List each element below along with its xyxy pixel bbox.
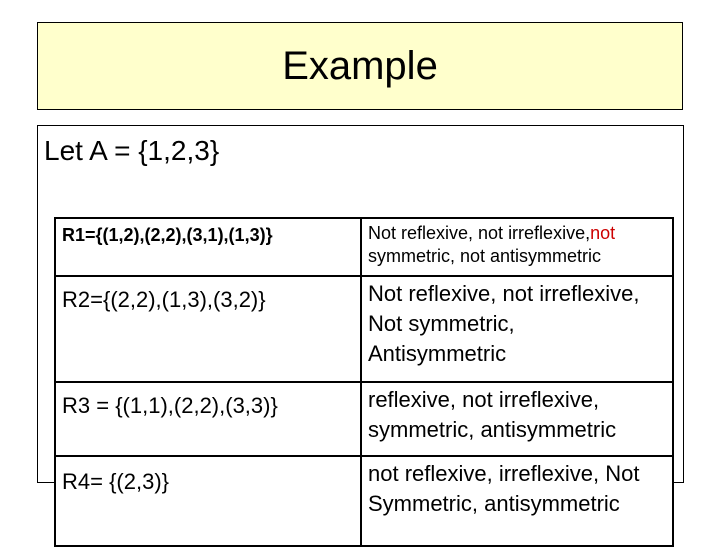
properties-text: Not symmetric, [368,311,515,336]
slide-title: Example [282,44,438,88]
properties-text: Antisymmetric [368,341,507,366]
highlighted-word: not [590,223,616,243]
properties-cell [361,218,673,276]
title-box [37,22,683,110]
properties-text: symmetric, not antisymmetric [368,246,602,266]
properties-cell [361,382,673,456]
properties-cell [361,456,673,546]
table-row [55,218,673,276]
table-row [55,456,673,546]
properties-cell [361,276,673,382]
relation-cell: R3 = {(1,1),(2,2),(3,3)} [55,382,361,456]
properties-text: Symmetric, antisymmetric [368,491,620,516]
set-definition: Let A = {1,2,3} [44,135,220,166]
properties-text: Not reflexive, not irreflexive, [368,223,591,243]
relation-cell: R2={(2,2),(1,3),(3,2)} [55,276,361,382]
table-row [55,276,673,382]
properties-text: not reflexive, irreflexive, Not [368,461,640,486]
properties-text: reflexive, not irreflexive, [368,387,600,412]
properties-text: Not reflexive, not irreflexive, [368,281,640,306]
relation-cell: R1={(1,2),(2,2),(3,1),(1,3)} [55,218,361,276]
relations-table [54,217,674,547]
properties-text: symmetric, antisymmetric [368,417,617,442]
relation-cell: R4= {(2,3)} [55,456,361,546]
table-row [55,382,673,456]
